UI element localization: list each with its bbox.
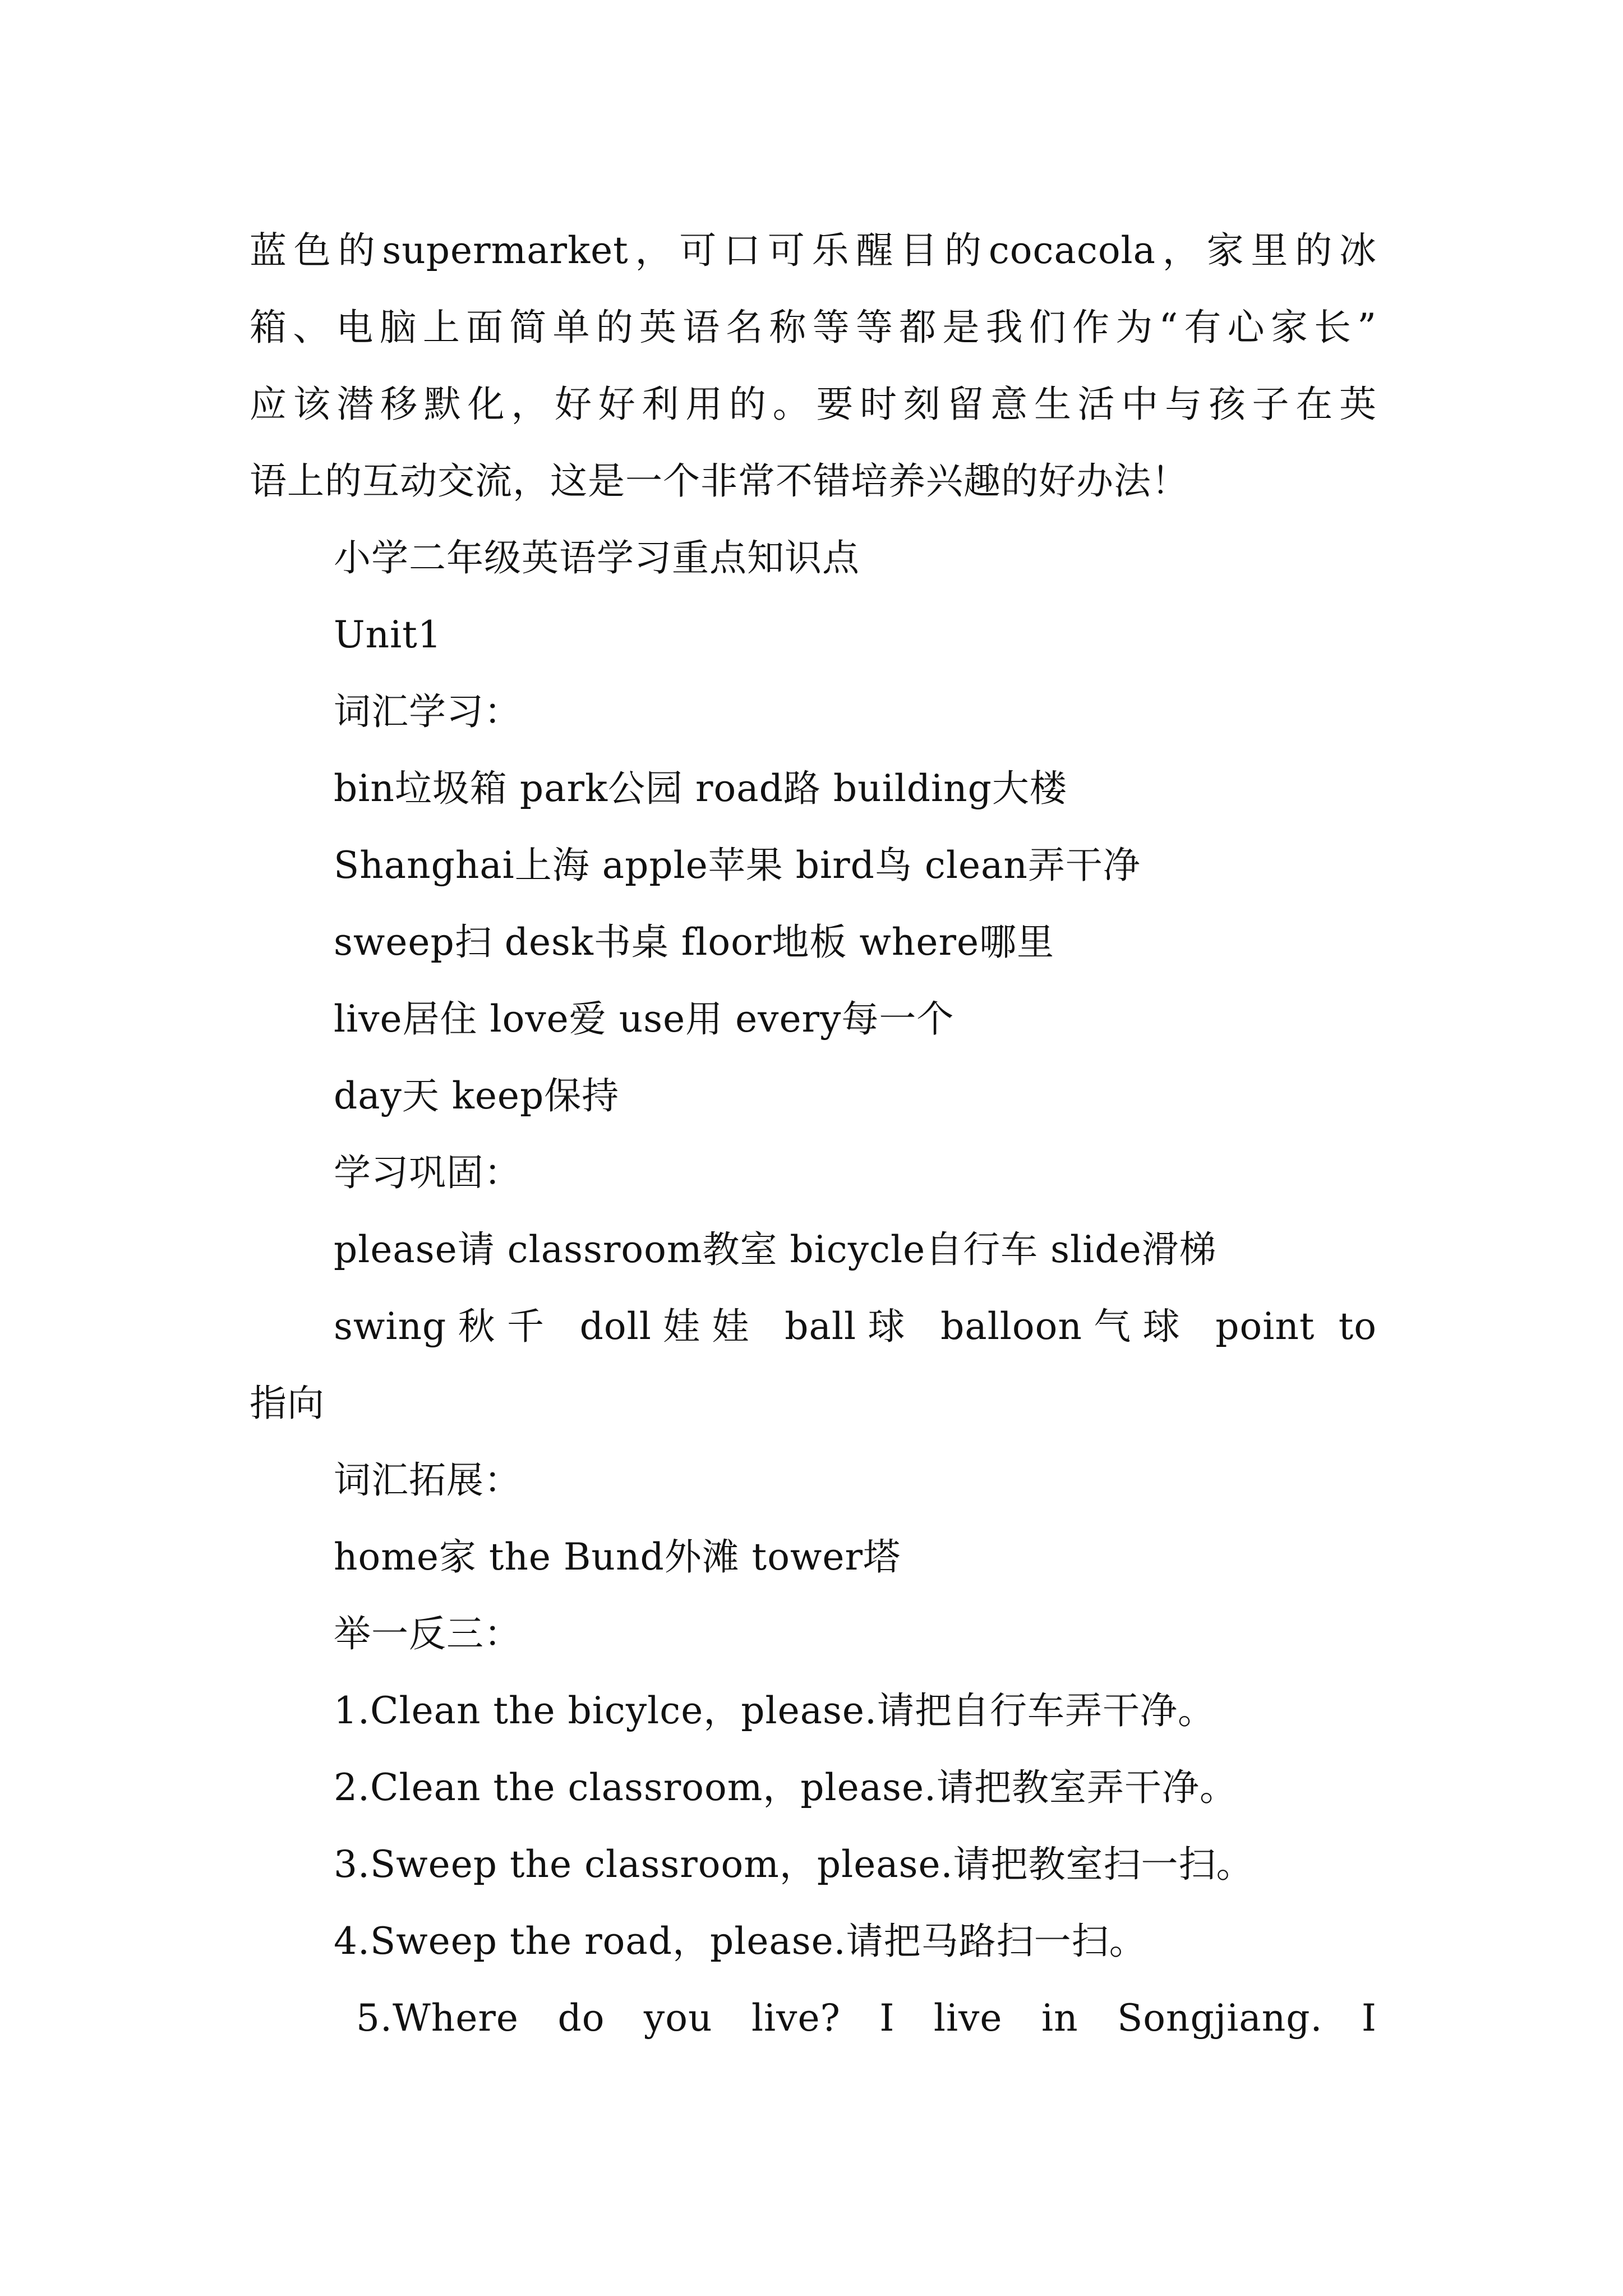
consolidation-line: please请 classroom教室 bicycle自行车 slide滑梯 [334,1228,1217,1271]
example-sentence: 3.Sweep the classroom，please.请把教室扫一扫。 [334,1843,1254,1886]
example-sentence: 2.Clean the classroom，please.请把教室弄干净。 [334,1766,1237,1809]
intro-line-1: 蓝色的supermarket，可口可乐醒目的cocacola，家里的冰 [250,229,1377,272]
example-sentence: 4.Sweep the road，please.请把马路扫一扫。 [334,1920,1147,1963]
vocab-line: bin垃圾箱 park公园 road路 building大楼 [334,767,1067,810]
vocab-line: live居住 love爱 use用 every每一个 [334,997,955,1041]
vocab-heading: 词汇学习： [334,690,522,733]
intro-line-3: 应该潜移默化，好好利用的。要时刻留意生活中与孩子在英 [250,383,1377,426]
vocab-line: Shanghai上海 apple苹果 bird鸟 clean弄干净 [334,844,1141,887]
consolidation-line: swing秋千 doll娃娃 ball球 balloon气球 point to [334,1305,1377,1348]
expansion-line: home家 the Bund外滩 tower塔 [334,1535,901,1579]
example-sentence: 5.Where do you live? I live in Songjiang. I [356,1996,1377,2040]
vocab-line: sweep扫 desk书桌 floor地板 where哪里 [334,921,1055,964]
example-sentence: 1.Clean the bicylce，please.请把自行车弄干净。 [334,1689,1215,1732]
section-title: 小学二年级英语学习重点知识点 [334,536,860,579]
expansion-heading: 词汇拓展： [334,1458,522,1502]
document-body [250,212,1377,2056]
unit-label: Unit1 [334,613,442,656]
vocab-line: day天 keep保持 [334,1074,620,1117]
intro-line-2: 箱、电脑上面简单的英语名称等等都是我们作为“有心家长” [250,306,1377,349]
consolidation-heading: 学习巩固： [334,1151,522,1194]
examples-heading: 举一反三： [334,1612,522,1655]
consolidation-line-continuation: 指向 [250,1382,325,1425]
intro-line-4: 语上的互动交流，这是一个非常不错培养兴趣的好办法！ [250,459,1189,503]
